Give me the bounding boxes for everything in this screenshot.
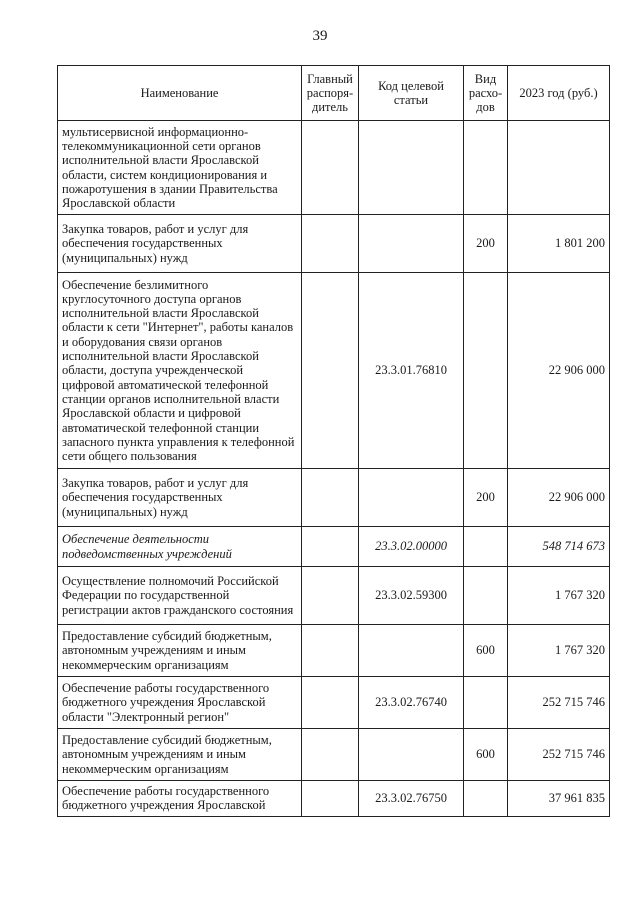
- table-header-row: [58, 66, 610, 121]
- cell-kind: [464, 567, 508, 625]
- cell-kind: [464, 273, 508, 469]
- cell-amount: 1 767 320: [508, 625, 610, 677]
- cell-code: [359, 625, 464, 677]
- cell-code: 23.3.02.59300: [359, 567, 464, 625]
- cell-amount: 37 961 835: [508, 781, 610, 817]
- cell-manager: [302, 677, 359, 729]
- cell-name: Предоставление субсидий бюджетным, автономным учреждениям и иным некоммерческим организациям: [58, 729, 302, 781]
- table-row: [58, 273, 610, 469]
- cell-kind: 600: [464, 729, 508, 781]
- table-body: [58, 121, 610, 817]
- cell-manager: [302, 469, 359, 527]
- cell-code: 23.3.02.76750: [359, 781, 464, 817]
- cell-name: Обеспечение работы государственного бюджетного учреждения Ярославской: [58, 781, 302, 817]
- table-row: [58, 729, 610, 781]
- cell-amount: 1 801 200: [508, 215, 610, 273]
- cell-kind: [464, 527, 508, 567]
- header-amount: 2023 год (руб.): [508, 66, 610, 121]
- cell-kind: 600: [464, 625, 508, 677]
- cell-name: Обеспечение безлимитного круглосуточного доступа органов исполнительной власти Ярославской области к сети "Интернет", работы каналов и оборудования связи органов исполнительной власти Ярославской области, доступа учрежденческой цифровой автоматической телефонной станции органов исполнительной власти Ярославской области и цифровой автоматической телефонной станции запасного пункта управления к телефонной сети общего пользования: [58, 273, 302, 469]
- cell-amount: [508, 121, 610, 215]
- cell-name: Обеспечение деятельности подведомственных учреждений: [58, 527, 302, 567]
- table-row: [58, 527, 610, 567]
- table-row: [58, 215, 610, 273]
- cell-name: Закупка товаров, работ и услуг для обеспечения государственных (муниципальных) нужд: [58, 215, 302, 273]
- cell-name: Обеспечение работы государственного бюджетного учреждения Ярославской области "Электронный регион": [58, 677, 302, 729]
- header-code: Код целевой статьи: [359, 66, 464, 121]
- header-name: Наименование: [58, 66, 302, 121]
- table-row: [58, 677, 610, 729]
- cell-manager: [302, 781, 359, 817]
- cell-manager: [302, 729, 359, 781]
- cell-name: мультисервисной информационно-телекоммуникационной сети органов исполнительной власти Ярославской области, систем кондиционирования и пожаротушения в здании Правительства Ярославской области: [58, 121, 302, 215]
- cell-amount: 252 715 746: [508, 729, 610, 781]
- header-manager: Главный распоря-дитель: [302, 66, 359, 121]
- table-row: [58, 781, 610, 817]
- cell-name: Осуществление полномочий Российской Федерации по государственной регистрации актов гражданского состояния: [58, 567, 302, 625]
- cell-name: Закупка товаров, работ и услуг для обеспечения государственных (муниципальных) нужд: [58, 469, 302, 527]
- cell-manager: [302, 273, 359, 469]
- cell-name: Предоставление субсидий бюджетным, автономным учреждениям и иным некоммерческим организациям: [58, 625, 302, 677]
- cell-code: [359, 469, 464, 527]
- header-kind: Вид расхо-дов: [464, 66, 508, 121]
- cell-amount: 22 906 000: [508, 469, 610, 527]
- cell-manager: [302, 121, 359, 215]
- table-row: [58, 567, 610, 625]
- cell-code: 23.3.02.00000: [359, 527, 464, 567]
- cell-manager: [302, 567, 359, 625]
- cell-kind: [464, 121, 508, 215]
- table-row: [58, 121, 610, 215]
- cell-amount: 1 767 320: [508, 567, 610, 625]
- page-number: 39: [312, 28, 328, 44]
- budget-table: [57, 65, 610, 817]
- cell-amount: 252 715 746: [508, 677, 610, 729]
- cell-code: [359, 729, 464, 781]
- cell-code: 23.3.02.76740: [359, 677, 464, 729]
- cell-code: [359, 215, 464, 273]
- table-row: [58, 625, 610, 677]
- cell-kind: 200: [464, 469, 508, 527]
- cell-kind: 200: [464, 215, 508, 273]
- cell-code: 23.3.01.76810: [359, 273, 464, 469]
- cell-manager: [302, 625, 359, 677]
- table-row: [58, 469, 610, 527]
- cell-amount: 548 714 673: [508, 527, 610, 567]
- cell-manager: [302, 215, 359, 273]
- cell-kind: [464, 677, 508, 729]
- cell-amount: 22 906 000: [508, 273, 610, 469]
- cell-code: [359, 121, 464, 215]
- cell-manager: [302, 527, 359, 567]
- cell-kind: [464, 781, 508, 817]
